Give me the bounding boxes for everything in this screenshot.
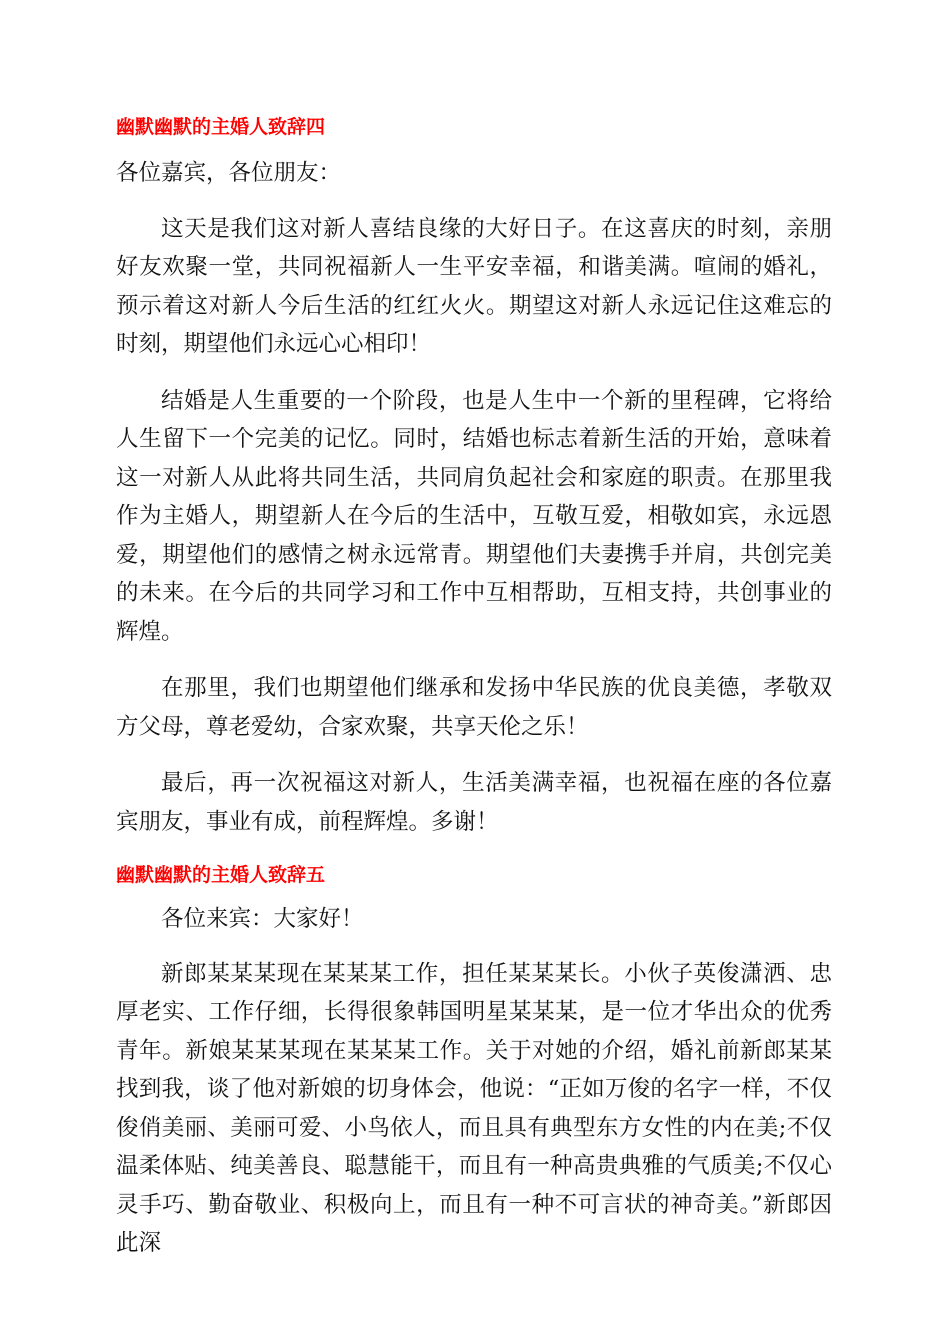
section-5-paragraph-1: 新郎某某某现在某某某工作，担任某某某长。小伙子英俊潇洒、忠厚老实、工作仔细，长得很象韩国明星某某某，是一位才华出众的优秀青年。新娘某某某现在某某某工作。关于对她的介绍，婚礼前新郎某某找到我，谈了他对新娘的切身体会，他说：“正如万俊的名字一样，不仅俊俏美丽、美丽可爱、小鸟依人，而且具有典型东方女性的内在美;不仅温柔体贴、纯美善良、聪慧能干，而且有一种高贵典雅的气质美;不仅心灵手巧、勤奋敬业、积极向上，而且有一种不可言状的神奇美。”新郎因此深 — [116, 960, 832, 1256]
section-4-greeting: 各位嘉宾，各位朋友： — [116, 160, 342, 186]
section-4-heading: 幽默幽默的主婚人致辞四 — [116, 116, 326, 138]
section-5-heading: 幽默幽默的主婚人致辞五 — [116, 864, 326, 886]
section-4-paragraph-2: 结婚是人生重要的一个阶段，也是人生中一个新的里程碑，它将给人生留下一个完美的记忆。同时，结婚也标志着新生活的开始，意味着这一对新人从此将共同生活，共同肩负起社会和家庭的职责。在那里我作为主婚人，期望新人在今后的生活中，互敬互爱，相敬如宾，永远恩爱，期望他们的感情之树永远常青。期望他们夫妻携手并肩，共创完美的未来。在今后的共同学习和工作中互相帮助，互相支持，共创事业的辉煌。 — [116, 387, 832, 645]
section-5-greeting: 各位来宾：大家好！ — [161, 906, 364, 932]
section-4-paragraph-1: 这天是我们这对新人喜结良缘的大好日子。在这喜庆的时刻，亲朋好友欢聚一堂，共同祝福新人一生平安幸福，和谐美满。喧闹的婚礼，预示着这对新人今后生活的红红火火。期望这对新人永远记住这难忘的时刻，期望他们永远心心相印！ — [116, 215, 832, 357]
section-4-paragraph-3: 在那里，我们也期望他们继承和发扬中华民族的优良美德，孝敬双方父母，尊老爱幼，合家欢聚，共享天伦之乐！ — [116, 675, 832, 740]
section-4-paragraph-4: 最后，再一次祝福这对新人，生活美满幸福，也祝福在座的各位嘉宾朋友，事业有成，前程辉煌。多谢！ — [116, 770, 832, 835]
document-page — [116, 112, 832, 1263]
